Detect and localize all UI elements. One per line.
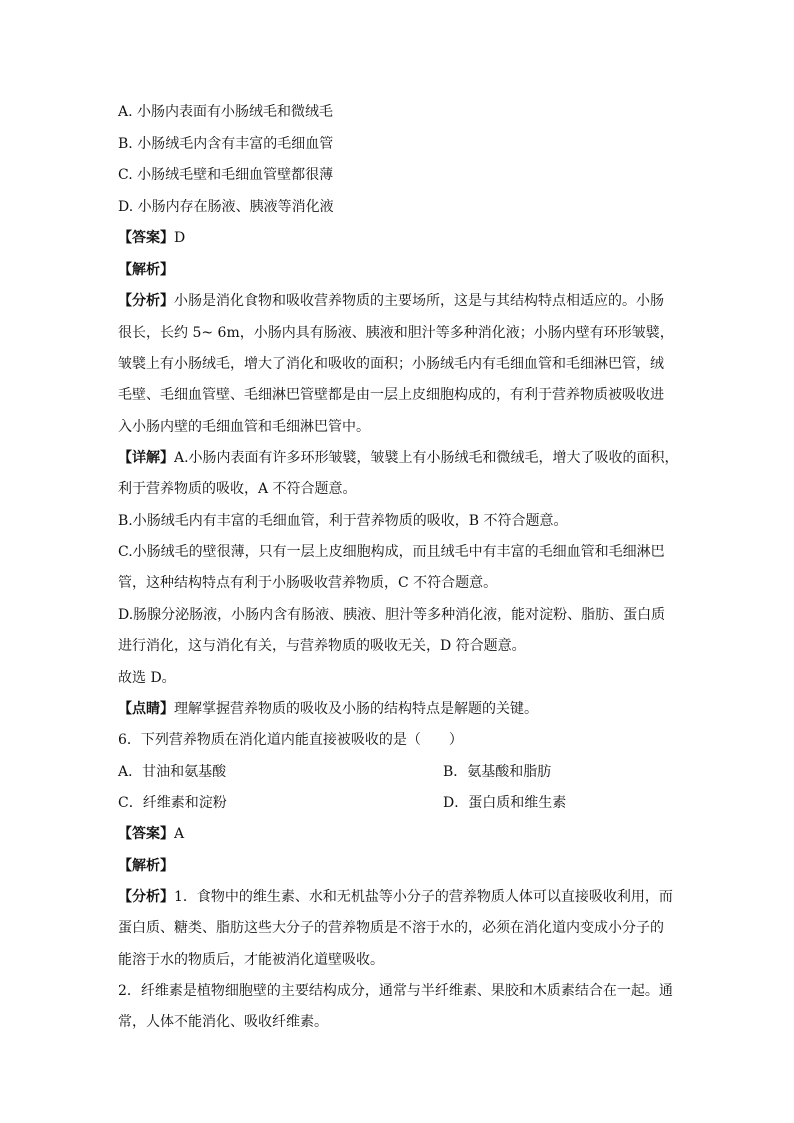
analysis-text: 小肠是消化食物和吸收营养物质的主要场所，这是与其结构特点相适应的。小肠 [174,293,664,309]
q5-detail-line-6: D.肠腺分泌肠液，小肠内含有肠液、胰液、胆汁等多种消化液，能对淀粉、脂肪、蛋白质 [118,607,666,623]
q6-option-a: A．甘油和氨基酸 [118,764,227,780]
answer-value: A [174,826,185,842]
analysis-tag: 【分析】 [118,889,174,905]
q6-option-b: B．氨基酸和脂肪 [443,764,552,780]
point-tag: 【点睛】 [118,701,174,717]
q5-explain-title: 【解析】 [118,262,174,278]
q5-analysis-line-5: 入小肠内壁的毛细血管和毛细淋巴管中。 [118,419,370,435]
q6-stem: 6．下列营养物质在消化道内能直接被吸收的是（ ） [118,732,463,748]
q6-option-c: C．纤维素和淀粉 [118,795,227,811]
detail-text: A.小肠内表面有许多环形皱襞，皱襞上有小肠绒毛和微绒毛，增大了吸收的面积， [174,450,679,466]
point-text: 理解掌握营养物质的吸收及小肠的结构特点是解题的关键。 [174,701,538,717]
answer-tag: 【答案】 [118,826,174,842]
q5-option-a: A. 小肠内表面有小肠绒毛和微绒毛 [118,104,334,120]
q5-detail-line-5: 管，这种结构特点有利于小肠吸收营养物质，C 不符合题意。 [118,575,498,591]
q5-option-d: D. 小肠内存在肠液、胰液等消化液 [118,199,334,215]
q5-detail-line-4: C.小肠绒毛的壁很薄，只有一层上皮细胞构成，而且绒毛中有丰富的毛细血管和毛细淋巴 [118,544,665,560]
q5-answer-line [118,228,185,248]
q5-detail-line-1 [118,448,679,468]
q5-analysis-line-1 [118,291,664,311]
q6-answer-line [118,824,184,844]
q5-option-c: C. 小肠绒毛壁和毛细血管壁都很薄 [118,167,334,183]
q5-detail-line-2: 利于营养物质的吸收，A 不符合题意。 [118,481,357,497]
answer-tag: 【答案】 [118,230,174,246]
q5-analysis-line-4: 毛壁、毛细血管壁、毛细淋巴管壁都是由一层上皮细胞构成的，有利于营养物质被吸收进 [118,387,664,403]
q6-analysis-line-2: 蛋白质、糖类、脂肪这些大分子的营养物质是不溶于水的，必须在消化道内变成小分子的 [118,920,664,936]
q6-option-d: D．蛋白质和维生素 [443,795,567,811]
q6-analysis-line-3: 能溶于水的物质后，才能被消化道壁吸收。 [118,952,384,968]
analysis-tag: 【分析】 [118,293,174,309]
analysis-text: 1．食物中的维生素、水和无机盐等小分子的营养物质人体可以直接吸收利用，而 [174,889,673,905]
q5-analysis-line-3: 皱襞上有小肠绒毛，增大了消化和吸收的面积；小肠绒毛内有毛细血管和毛细淋巴管，绒 [118,356,664,372]
q5-detail-line-7: 进行消化，这与消化有关，与营养物质的吸收无关，D 符合题意。 [118,638,526,654]
q6-analysis-line-4: 2．纤维素是植物细胞壁的主要结构成分，通常与半纤维素、果胶和木质素结合在一起。通 [118,983,673,999]
q5-point-line [118,699,538,719]
q6-explain-title: 【解析】 [118,858,174,874]
q6-analysis-line-5: 常，人体不能消化、吸收纤维素。 [118,1014,328,1030]
q5-detail-line-3: B.小肠绒毛内有丰富的毛细血管，利于营养物质的吸收，B 不符合题意。 [118,513,568,529]
answer-value: D [174,230,186,246]
detail-tag: 【详解】 [118,450,174,466]
q5-analysis-line-2: 很长，长约 5~ 6m，小肠内具有肠液、胰液和胆汁等多种消化液；小肠内壁有环形皱襞， [118,325,674,341]
q5-detail-line-8: 故选 D。 [118,670,176,686]
q5-option-b: B. 小肠绒毛内含有丰富的毛细血管 [118,136,334,152]
q6-analysis-line-1 [118,887,673,907]
